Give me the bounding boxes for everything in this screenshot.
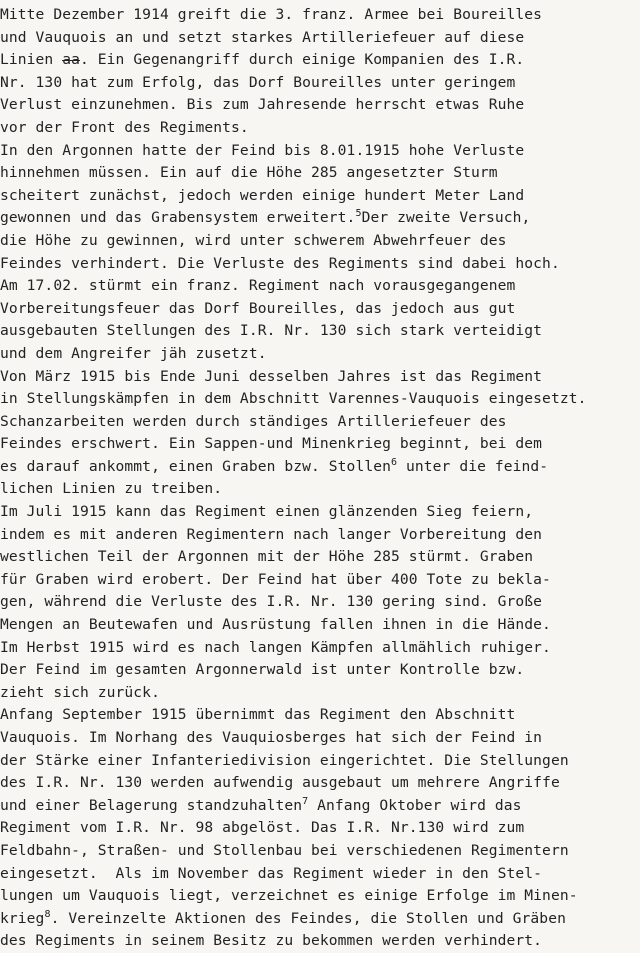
text-segment: Anfang Oktober wird das bbox=[308, 796, 522, 814]
text-segment: Am 17.02. stürmt ein franz. Regiment nach vorausgegangenem bbox=[0, 277, 516, 295]
text-line bbox=[0, 704, 640, 727]
text-segment: westlichen Teil der Argonnen mit der Höhe 285 stürmt. Graben bbox=[0, 548, 534, 566]
text-line bbox=[0, 614, 640, 637]
text-segment: In den Argonnen hatte der Feind bis 8.01.1915 hohe Verluste bbox=[0, 141, 525, 159]
text-segment: Feindes verhindert. Die Verluste des Regiments sind dabei hoch. bbox=[0, 254, 560, 272]
text-line bbox=[0, 343, 640, 366]
footnote-marker: 6 bbox=[391, 456, 398, 468]
text-segment: unter die feind- bbox=[397, 457, 549, 475]
text-segment: gewonnen und das Grabensystem erweitert. bbox=[0, 209, 356, 227]
text-line bbox=[0, 140, 640, 163]
text-segment: zieht sich zurück. bbox=[0, 683, 160, 701]
text-line bbox=[0, 4, 640, 27]
text-segment: ausgebauten Stellungen des I.R. Nr. 130 sich stark verteidigt bbox=[0, 322, 543, 340]
text-segment: eingesetzt. Als im November das Regiment wieder in den Stel- bbox=[0, 864, 543, 882]
text-segment: Vorbereitungsfeuer das Dorf Boureilles, das jedoch aus gut bbox=[0, 299, 516, 317]
footnote-marker: 5 bbox=[355, 208, 362, 220]
body-text bbox=[0, 4, 640, 953]
text-line bbox=[0, 230, 640, 253]
text-segment: hinnehmen müssen. Ein auf die Höhe 285 angesetzter Sturm bbox=[0, 164, 498, 182]
text-segment: und dem Angreifer jäh zusetzt. bbox=[0, 344, 267, 362]
text-segment: Verlust einzunehmen. Bis zum Jahresende herrscht etwas Ruhe bbox=[0, 96, 525, 114]
text-line bbox=[0, 546, 640, 569]
text-segment: des Regiments in seinem Besitz zu bekommen werden verhindert. bbox=[0, 932, 543, 950]
text-segment: Vauquois. Im Norhang des Vauquiosberges hat sich der Feind in bbox=[0, 729, 543, 746]
text-segment: Mengen an Beutewafen und Ausrüstung fallen ihnen in die Hände. bbox=[0, 616, 551, 634]
text-line bbox=[0, 908, 640, 931]
text-line bbox=[0, 772, 640, 795]
footnote-marker: 8 bbox=[44, 908, 51, 920]
text-line bbox=[0, 162, 640, 185]
text-line bbox=[0, 72, 640, 95]
text-line bbox=[0, 727, 640, 750]
text-segment: und einer Belagerung standzuhalten bbox=[0, 796, 303, 814]
text-segment: Feldbahn-, Straßen- und Stollenbau bei verschiedenen Regimentern bbox=[0, 841, 569, 859]
struck-out-text: aa bbox=[62, 51, 80, 69]
text-line bbox=[0, 591, 640, 614]
text-line bbox=[0, 817, 640, 840]
text-line bbox=[0, 478, 640, 501]
text-segment: Der zweite Versuch, bbox=[361, 209, 531, 227]
text-segment: die Höhe zu gewinnen, wird unter schwerem Abwehrfeuer des bbox=[0, 231, 507, 249]
text-line bbox=[0, 456, 640, 479]
text-line bbox=[0, 682, 640, 705]
text-line bbox=[0, 433, 640, 456]
text-segment: für Graben wird erobert. Der Feind hat über 400 Tote zu bekla- bbox=[0, 570, 551, 588]
text-line bbox=[0, 253, 640, 276]
text-segment: und Vauquois an und setzt starkes Artilleriefeuer auf diese bbox=[0, 28, 525, 46]
text-line bbox=[0, 388, 640, 411]
text-segment: in Stellungskämpfen in dem Abschnitt Varennes-Vauquois eingesetzt. bbox=[0, 390, 587, 408]
text-line bbox=[0, 49, 640, 72]
text-line bbox=[0, 275, 640, 298]
text-segment: scheitert zunächst, jedoch werden einige hundert Meter Land bbox=[0, 186, 525, 204]
text-segment: Mitte Dezember 1914 greift die 3. franz. Armee bei Boureilles bbox=[0, 6, 543, 23]
text-segment: Im Herbst 1915 wird es nach langen Kämpfen allmählich ruhiger. bbox=[0, 638, 551, 656]
text-line bbox=[0, 298, 640, 321]
text-line bbox=[0, 501, 640, 524]
footnote-marker: 7 bbox=[302, 795, 309, 807]
text-segment: Von März 1915 bis Ende Juni desselben Jahres ist das Regiment bbox=[0, 367, 543, 385]
text-line bbox=[0, 27, 640, 50]
text-line bbox=[0, 117, 640, 140]
text-line bbox=[0, 524, 640, 547]
text-segment: Regiment vom I.R. Nr. 98 abgelöst. Das I.R. Nr.130 wird zum bbox=[0, 819, 525, 837]
text-segment: Der Feind im gesamten Argonnerwald ist unter Kontrolle bzw. bbox=[0, 661, 525, 679]
text-segment: lungen um Vauquois liegt, verzeichnet es einige Erfolge im Minen- bbox=[0, 887, 578, 905]
text-line bbox=[0, 659, 640, 682]
text-line bbox=[0, 863, 640, 886]
text-segment: krieg bbox=[0, 909, 45, 927]
text-line bbox=[0, 930, 640, 953]
text-segment: . Ein Gegenangriff durch einige Kompanien des I.R. bbox=[80, 51, 525, 69]
text-line bbox=[0, 185, 640, 208]
text-segment: Im Juli 1915 kann das Regiment einen glänzenden Sieg feiern, bbox=[0, 503, 534, 521]
text-line bbox=[0, 207, 640, 230]
text-segment: lichen Linien zu treiben. bbox=[0, 480, 223, 498]
text-segment: vor der Front des Regiments. bbox=[0, 118, 249, 136]
text-line bbox=[0, 637, 640, 660]
text-line bbox=[0, 840, 640, 863]
text-segment: indem es mit anderen Regimentern nach langer Vorbereitung den bbox=[0, 525, 543, 543]
text-segment: . Vereinzelte Aktionen des Feindes, die Stollen und Gräben bbox=[50, 909, 566, 927]
text-line bbox=[0, 411, 640, 434]
text-line bbox=[0, 569, 640, 592]
text-segment: gen, während die Verluste des I.R. Nr. 130 gering sind. Große bbox=[0, 593, 543, 611]
text-segment: Anfang September 1915 übernimmt das Regiment den Abschnitt bbox=[0, 706, 516, 724]
text-line bbox=[0, 750, 640, 773]
text-line bbox=[0, 795, 640, 818]
text-line bbox=[0, 885, 640, 908]
text-segment: der Stärke einer Infanteriedivision eingerichtet. Die Stellungen bbox=[0, 751, 569, 769]
text-segment: Nr. 130 hat zum Erfolg, das Dorf Boureilles unter geringem bbox=[0, 73, 516, 91]
text-segment: es darauf ankommt, einen Graben bzw. Stollen bbox=[0, 457, 391, 475]
text-segment: Linien bbox=[0, 51, 63, 69]
text-line bbox=[0, 94, 640, 117]
text-line bbox=[0, 320, 640, 343]
text-segment: Schanzarbeiten werden durch ständiges Artilleriefeuer des bbox=[0, 412, 507, 430]
text-segment: des I.R. Nr. 130 werden aufwendig ausgebaut um mehrere Angriffe bbox=[0, 774, 560, 792]
text-segment: Feindes erschwert. Ein Sappen-und Minenkrieg beginnt, bei dem bbox=[0, 435, 543, 453]
text-line bbox=[0, 366, 640, 389]
